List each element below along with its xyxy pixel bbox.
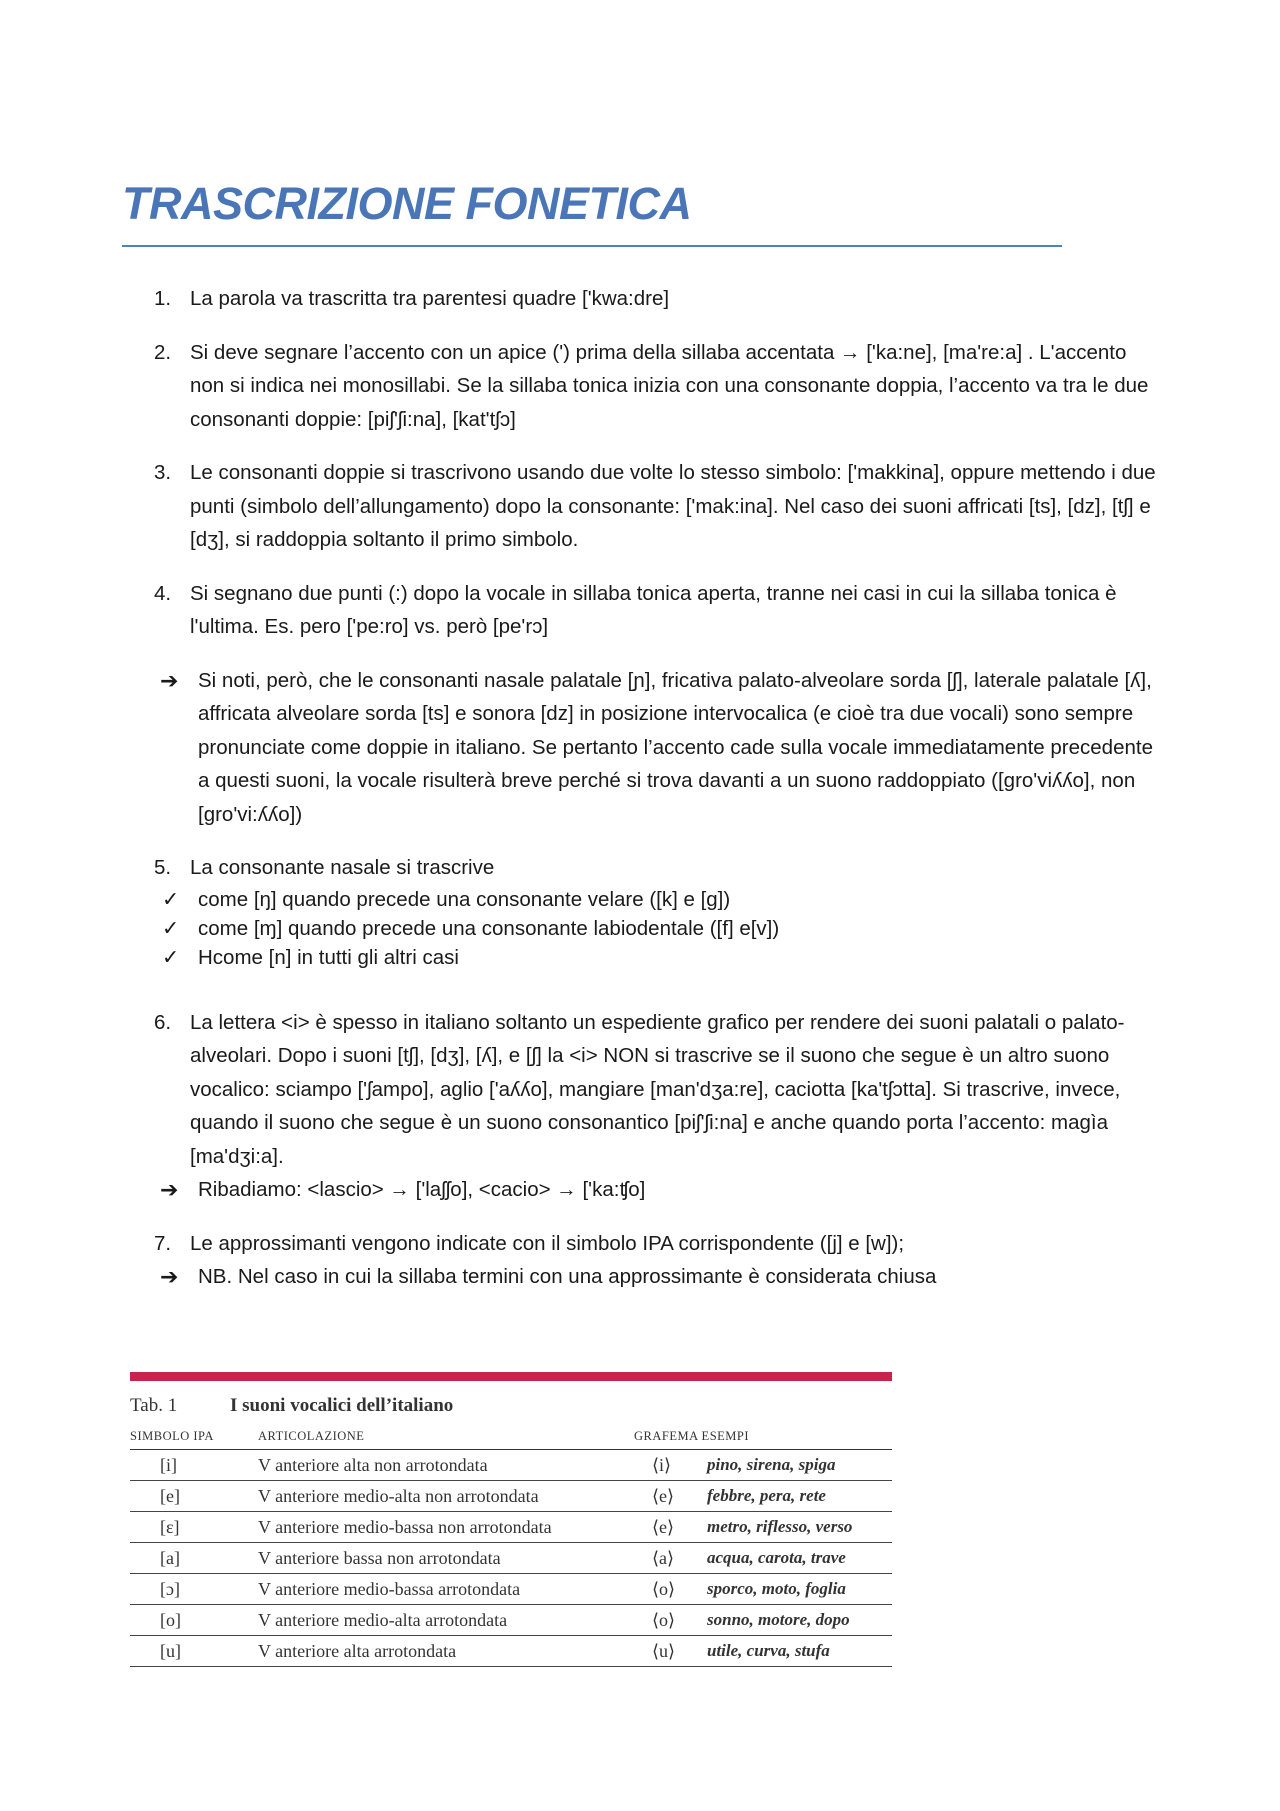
cell-grapheme: ⟨e⟩ [652, 1486, 675, 1506]
header-articulation: ARTICOLAZIONE [258, 1429, 365, 1443]
table-row [130, 1636, 892, 1667]
table-row [130, 1512, 892, 1543]
check-item [150, 914, 1160, 943]
cell-articulation: V anteriore medio-bassa non arrotondata [258, 1517, 552, 1537]
page-title: TRASCRIZIONE FONETICA [122, 178, 692, 229]
note-text: NB. Nel caso in cui la sillaba termini con una approssimante è considerata chiusa [198, 1265, 937, 1288]
cell-examples: metro, riflesso, verso [707, 1517, 853, 1536]
table-row [130, 1450, 892, 1481]
cell-examples: utile, curva, stufa [707, 1641, 830, 1660]
cell-grapheme: ⟨i⟩ [652, 1455, 672, 1475]
cell-ipa: [e] [160, 1486, 180, 1506]
cell-ipa: [u] [160, 1641, 181, 1661]
list-text: La lettera <i> è spesso in italiano soltanto un espediente grafico per rendere dei suoni palatali o palato-alveolari. Dopo i suoni [tʃ], [dʒ], [ʎ], e [ʃ] la <i> NON si trascrive se il suono che segue è un altro suono vocalico: sciampo ['ʃampo], aglio ['aʎʎo], mangiare [man'dʒa:re], caciotta [ka'tʃɔtta]. Si trascrive, invece, quando il suono che segue è un suono consonantico [piʃ'ʃi:na] e anche quando porta l’accento: magìa [ma'dʒi:a]. [190, 1010, 1125, 1168]
list-number: 2. [154, 340, 172, 364]
cell-articulation: V anteriore medio-bassa arrotondata [258, 1579, 521, 1599]
cell-ipa: [i] [160, 1455, 177, 1475]
cell-examples: pino, sirena, spiga [707, 1455, 836, 1474]
list-item-5 [150, 851, 1160, 885]
table-number: Tab. 1 [130, 1395, 178, 1416]
cell-examples: acqua, carota, trave [707, 1548, 846, 1567]
cell-grapheme: ⟨e⟩ [652, 1517, 675, 1537]
cell-examples: sonno, motore, dopo [707, 1610, 850, 1629]
cell-grapheme: ⟨u⟩ [652, 1641, 676, 1661]
check-text: come [ŋ] quando precede una consonante velare ([k] e [g]) [198, 887, 731, 911]
cell-grapheme: ⟨o⟩ [652, 1610, 676, 1630]
content-body [150, 282, 1160, 1314]
checkmark-icon: ✓ [162, 887, 180, 911]
list-item-7 [150, 1227, 1160, 1261]
arrow-right-icon: ➔ [160, 667, 179, 693]
checkmark-icon: ✓ [162, 916, 180, 940]
cell-examples: febbre, pera, rete [707, 1486, 826, 1505]
list-text: La parola va trascritta tra parentesi quadre ['kwa:dre] [190, 287, 670, 310]
cell-grapheme: ⟨o⟩ [652, 1579, 676, 1599]
cell-articulation: V anteriore bassa non arrotondata [258, 1548, 501, 1568]
cell-articulation: V anteriore medio-alta arrotondata [258, 1610, 508, 1630]
note-item-2 [150, 1173, 1160, 1207]
cell-ipa: [o] [160, 1610, 181, 1630]
title-underline [122, 245, 1062, 247]
cell-grapheme: ⟨a⟩ [652, 1548, 675, 1568]
cell-articulation: V anteriore alta arrotondata [258, 1641, 457, 1661]
note-item-3 [150, 1260, 1160, 1294]
list-text: La consonante nasale si trascrive [190, 856, 495, 879]
cell-ipa: [a] [160, 1548, 180, 1568]
cell-articulation: V anteriore alta non arrotondata [258, 1455, 488, 1475]
list-text: Le approssimanti vengono indicate con il simbolo IPA corrispondente ([j] e [w]); [190, 1231, 905, 1255]
list-item-4 [150, 577, 1160, 644]
list-item-6 [150, 1006, 1160, 1174]
list-item-2 [150, 336, 1160, 437]
check-item [150, 885, 1160, 914]
arrow-right-icon: ➔ [160, 1264, 179, 1289]
list-number: 5. [154, 856, 172, 879]
arrow-right-icon: ➔ [160, 1177, 179, 1202]
list-number: 6. [154, 1010, 172, 1034]
list-number: 3. [154, 461, 172, 484]
header-grapheme: GRAFEMA ESEMPI [634, 1429, 750, 1443]
cell-ipa: [ɔ] [160, 1579, 180, 1599]
list-text: Si segnano due punti (:) dopo la vocale in sillaba tonica aperta, tranne nei casi in cui la sillaba tonica è l'ultima. Es. pero ['pe:ro] vs. però [pe'rɔ] [190, 581, 1117, 638]
list-text: Si deve segnare l’accento con un apice (') prima della sillaba accentata → ['ka:ne], [ma're:a] . L'accento non si indica nei monosillabi. Se la sillaba tonica inizia con una consonante doppia, l’accento va tra le due consonanti doppie: [piʃ'ʃi:na], [kat'tʃɔ] [190, 340, 1149, 431]
vowel-table [130, 1372, 892, 1667]
note-text: Si noti, però, che le consonanti nasale palatale [ɲ], fricativa palato-alveolare sorda [ʃ], laterale palatale [ʎ], affricata alveolare sorda [ts] e sonora [dz] in posizione intervocalica (e cioè tra due vocali) sono sempre pronunciate come doppie in italiano. Se pertanto l’accento cade sulla vocale immediatamente precedente a questi suoni, la vocale risulterà breve perché si trova davanti a un suono raddoppiato ([gro'viʎʎo], non [gro'vi:ʎʎo]) [198, 668, 1153, 826]
table-row [130, 1543, 892, 1574]
check-text: Hcome [n] in tutti gli altri casi [198, 945, 459, 969]
header-ipa: SIMBOLO IPA [130, 1429, 214, 1443]
check-item [150, 943, 1160, 972]
table-caption [130, 1395, 892, 1421]
note-text: Ribadiamo: <lascio> → ['laʃʃo], <cacio> → ['ka:ʧo] [198, 1178, 646, 1201]
cell-examples: sporco, moto, foglia [707, 1579, 846, 1598]
list-number: 1. [154, 287, 172, 310]
list-number: 4. [154, 581, 172, 605]
list-item-1 [150, 282, 1160, 316]
table-row [130, 1574, 892, 1605]
table-row [130, 1605, 892, 1636]
check-text: come [ɱ] quando precede una consonante labiodentale ([f] e[v]) [198, 916, 780, 940]
cell-articulation: V anteriore medio-alta non arrotondata [258, 1486, 539, 1506]
list-text: Le consonanti doppie si trascrivono usando due volte lo stesso simbolo: ['makkina], oppure mettendo i due punti (simbolo dell’allungamento) dopo la consonante: ['mak:ina]. Nel caso dei suoni affricati [ts], [dz], [tʃ] e [dʒ], si raddoppia soltanto il primo simbolo. [190, 461, 1156, 551]
check-list [150, 885, 1160, 972]
table-top-bar [130, 1372, 892, 1381]
checkmark-icon: ✓ [162, 945, 180, 969]
list-item-3 [150, 456, 1160, 557]
table-header [130, 1427, 892, 1450]
cell-ipa: [ɛ] [160, 1517, 180, 1537]
table-row [130, 1481, 892, 1512]
note-item-1 [150, 664, 1160, 832]
table-title: I suoni vocalici dell’italiano [230, 1395, 454, 1416]
list-number: 7. [154, 1231, 172, 1255]
